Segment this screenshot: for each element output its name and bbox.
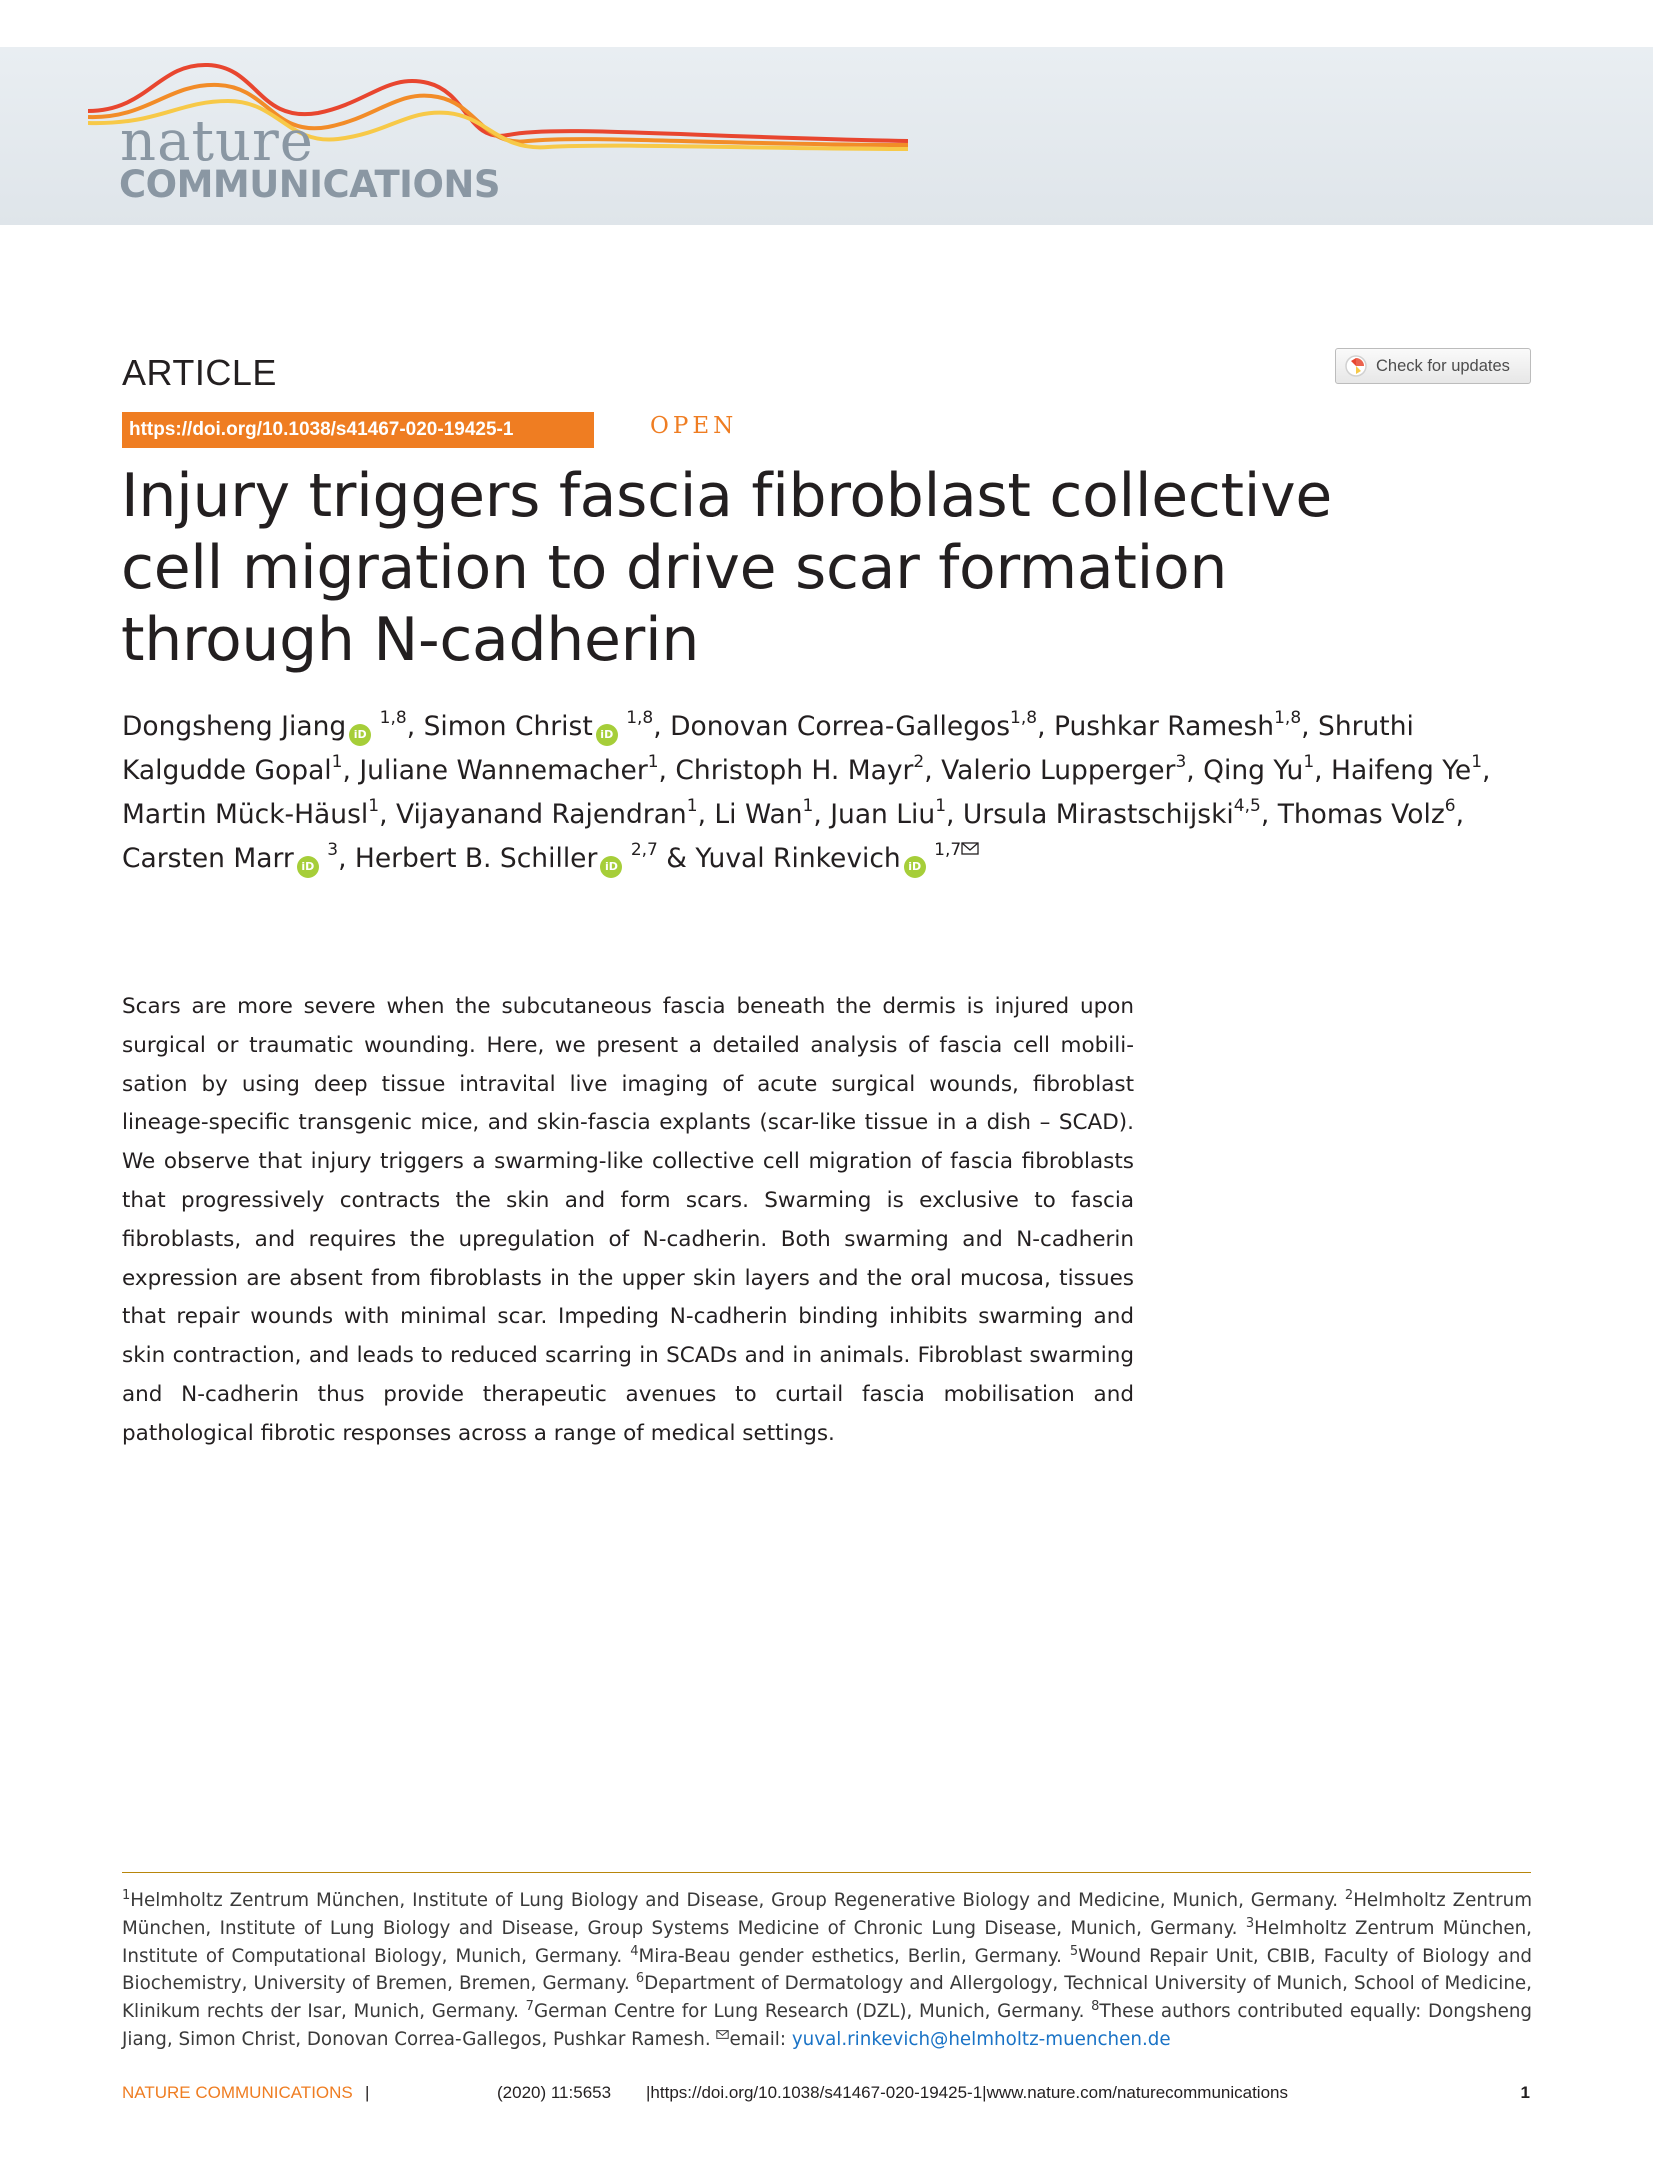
orcid-icon[interactable]: iD [349, 724, 371, 746]
affiliation-number: 8 [1091, 1999, 1100, 2015]
check-updates-label: Check for updates [1376, 356, 1510, 375]
author-list: Dongsheng Jiang iD $^{1,8}$, Simon Christ iD $^{1,8}$, Donovan Correa-Gallegos$^{1,8}$, Pushkar Ramesh$^{1,8}$, Shruthi Kalgudde Gopal$^1$, Juliane Wannemacher$^1$, Christoph H. Mayr$^2$, Valerio Lupperger$^3$, Qing Yu$^1$, Haifeng Ye$^1$, Martin Mück-Häusl$^1$, Vijayanand Rajendran$^1$, Li Wan$^1$, Juan Liu$^1$, Ursula Mirastschijski$^{4,5}$, Thomas Volz$^6$, Carsten Marr iD $^3$, Herbert B. Schiller iD $^{2,7}$ & Yuval Rinkevich iD $^{1,7}$ [122, 705, 1542, 881]
author[interactable] [122, 840, 339, 874]
author[interactable] [675, 752, 925, 786]
author-affiliation-ref: 1 [1303, 752, 1315, 772]
author[interactable] [395, 796, 698, 830]
affiliation-text: Wound Repair Unit, CBIB, Faculty of Biology and Biochemistry, University of Bremen, Bremen, Germany. [122, 1945, 1533, 1995]
author-name: Yuval Rinkevich [695, 843, 901, 874]
author-name: Thomas Volz [1277, 799, 1445, 830]
footer-journal-name: NATURE COMMUNICATIONS [122, 2083, 353, 2102]
article-type: ARTICLE [122, 352, 277, 393]
affiliation-text: Helmholtz Zentrum München, Institute of Lung Biology and Disease, Group Regenerative Biology and Medicine, Munich, Germany. [130, 1890, 1345, 1911]
author-name: Martin Mück-Häusl [122, 799, 369, 830]
author-name: Pushkar Ramesh [1053, 711, 1275, 742]
author-affiliation-ref: 1,8 [1274, 708, 1302, 728]
abstract: Scars are more severe when the subcutaneous fascia beneath the dermis is injured upon surgical or traumatic wounding. Here, we present a detailed analysis of fascia cell mobilisation by using deep tissue intravital live imaging of acute surgical wounds, fibroblast lineage-specific transgenic mice, and skin-fascia explants (scar-like tissue in a dish – SCAD). We observe that injury triggers a swarming-like collective cell migration of fascia fibroblasts that progressively contracts the skin and form scars. Swarming is exclusive to fascia fibroblasts, and requires the upregulation of N-cadherin. Both swarming and N-cadherin expression are absent from fibroblasts in the upper skin layers and the oral mucosa, tissues that repair wounds with minimal scar. Impeding N-cadherin binding inhibits swarming and skin contraction, and leads to reduced scarring in SCADs and in animals. Fibroblast swarming and N-cadherin thus provide therapeutic avenues to curtail fascia mobilisation and pathological fibrotic responses across a range of medical settings. [122, 994, 1134, 1446]
author[interactable] [1331, 752, 1483, 786]
author-name: Christoph H. Mayr [675, 755, 914, 786]
affiliation-text: German Centre for Lung Research (DZL), Munich, Germany. [533, 2001, 1092, 2023]
affiliation-text: Department of Dermatology and Allergology, Technical University of Munich, School of Medicine, Klinikum rechts der Isar, Munich, Germany. [122, 1973, 1532, 2023]
author[interactable] [962, 796, 1261, 830]
author-name: Li Wan [714, 799, 803, 830]
affiliation-text: Helmholtz Zentrum München, Institute of Computational Biology, Munich, Germany. [122, 1917, 1532, 1967]
affiliation-text: Mira-Beau gender esthetics, Berlin, Germany. [638, 1945, 1070, 1967]
footer-citation: (2020) 11:5653 [497, 2083, 612, 2102]
author-name: Qing Yu [1203, 755, 1304, 786]
author-affiliation-ref: 1,8 [1010, 708, 1038, 728]
check-for-updates-button[interactable] [1335, 348, 1531, 384]
orcid-icon[interactable]: iD [904, 856, 926, 878]
author-name: Donovan Correa-Gallegos [670, 711, 1011, 742]
author-affiliation-ref: 4,5 [1233, 796, 1261, 816]
author[interactable] [670, 708, 1038, 742]
author-name: Juliane Wannemacher [359, 755, 648, 786]
author-affiliation-ref: 6 [1444, 796, 1456, 816]
journal-banner [0, 47, 1653, 225]
orcid-icon[interactable]: iD [297, 856, 319, 878]
author-affiliation-ref: 2 [913, 752, 925, 772]
author-affiliation-ref: 3 [1175, 752, 1187, 772]
author-affiliation-ref: 1 [686, 796, 698, 816]
author-affiliation-ref: 1 [647, 752, 659, 772]
orcid-icon[interactable]: iD [596, 724, 618, 746]
author[interactable] [941, 752, 1187, 786]
author[interactable] [354, 840, 658, 874]
orcid-icon[interactable]: iD [600, 856, 622, 878]
author-name: Valerio Lupperger [941, 755, 1176, 786]
email-envelope-icon [716, 2030, 729, 2039]
author-name: Ursula Mirastschijski [962, 799, 1234, 830]
affiliation-number: 2 [1344, 1888, 1354, 1903]
journal-brand-nature: nature [120, 109, 314, 174]
author[interactable] [1053, 708, 1302, 742]
affiliation-number: 6 [635, 1971, 645, 1987]
author-name: Herbert B. Schiller [354, 843, 598, 874]
page-number: 1 [1520, 2083, 1530, 2102]
author[interactable] [122, 708, 407, 742]
author[interactable] [1277, 796, 1456, 830]
author-affiliation-ref: 1,7 [934, 840, 962, 860]
page-footer [122, 2083, 1532, 2113]
author[interactable] [830, 796, 947, 830]
author-name: Shruthi Kalgudde Gopal [122, 711, 1414, 786]
author-affiliation-ref: 2,7 [630, 840, 658, 860]
article-title: Injury triggers fascia fibroblast collective cell migration to drive scar formation through N-cadherin [121, 461, 1332, 675]
open-access-label: OPEN [650, 413, 738, 439]
author-affiliation-ref: 1 [331, 752, 343, 772]
author-name: Haifeng Ye [1331, 755, 1472, 786]
author-affiliation-ref: 1 [935, 796, 947, 816]
author-name: Dongsheng Jiang [122, 711, 347, 742]
corresponding-email-link[interactable]: yuval.rinkevich@helmholtz-muenchen.de [791, 2028, 1171, 2050]
affiliation-number: 3 [1245, 1915, 1255, 1931]
affiliations [122, 1887, 1532, 2054]
affiliation-number: 5 [1069, 1943, 1079, 1959]
affiliation-number: 4 [630, 1943, 639, 1959]
check-updates-icon [1344, 354, 1368, 378]
author-affiliation-ref: 1 [368, 796, 380, 816]
email-label: email: [729, 2028, 792, 2050]
author[interactable] [695, 840, 979, 874]
author-affiliation-ref: 1 [802, 796, 814, 816]
footer-doi-and-site[interactable]: |https://doi.org/10.1038/s41467-020-19425-1|www.nature.com/naturecommunications [646, 2083, 1288, 2102]
author-name: Juan Liu [830, 799, 936, 830]
author[interactable] [359, 752, 659, 786]
email-envelope-icon[interactable] [961, 842, 979, 855]
footnote-divider [122, 1872, 1531, 1873]
author[interactable] [122, 796, 380, 830]
author-affiliation-ref: 3 [327, 840, 339, 860]
author-affiliation-ref: 1,8 [626, 708, 654, 728]
footer-separator: | [365, 2083, 370, 2102]
author[interactable] [1203, 752, 1315, 786]
affiliation-number: 1 [122, 1888, 131, 1903]
author-name: Vijayanand Rajendran [395, 799, 687, 830]
author-name: Simon Christ [423, 711, 593, 742]
author-affiliation-ref: 1,8 [379, 708, 407, 728]
affiliation-number: 7 [525, 1999, 534, 2015]
affiliation-text: These authors contributed equally: Dongsheng Jiang, Simon Christ, Donovan Correa-Gallegos, Pushkar Ramesh. [122, 2001, 1533, 2050]
author-affiliation-ref: 1 [1471, 752, 1483, 772]
journal-brand-communications: COMMUNICATIONS [119, 163, 501, 206]
author[interactable] [423, 708, 654, 742]
affiliation-text: Helmholtz Zentrum München, Institute of Lung Biology and Disease, Group Systems Medicine of Chronic Lung Disease, Munich, Germany. [122, 1890, 1533, 1939]
doi-link[interactable]: https://doi.org/10.1038/s41467-020-19425-1 [122, 412, 594, 448]
author-name: Carsten Marr [122, 843, 294, 874]
author[interactable] [714, 796, 814, 830]
